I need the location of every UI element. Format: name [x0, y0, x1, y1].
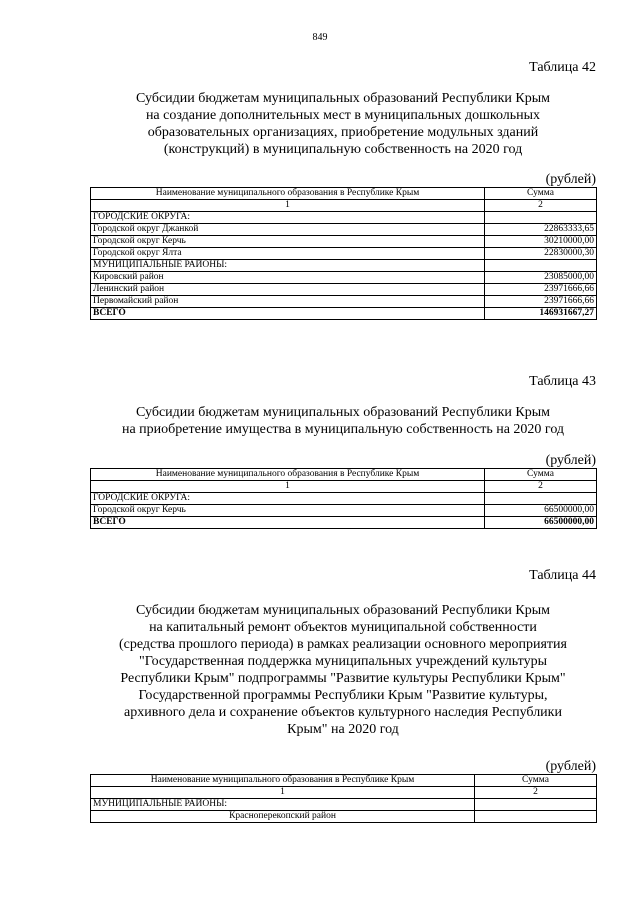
row-value: 22863333,65	[485, 224, 597, 236]
title-line: Субсидии бюджетам муниципальных образований Республики Крым	[136, 405, 550, 420]
header-row	[91, 188, 597, 200]
title-line: архивного дела и сохранение объектов культурного наследия Республики	[124, 705, 562, 720]
row-value: 22830000,30	[485, 248, 597, 260]
unit-label: (рублей)	[545, 453, 596, 468]
table-row	[91, 296, 597, 308]
row-name: Ленинский район	[91, 284, 485, 296]
row-name: Городской округ Ялта	[91, 248, 485, 260]
row-name: ВСЕГО	[91, 308, 485, 320]
table-42-title	[90, 90, 596, 158]
header-sum: Сумма	[485, 188, 597, 200]
header-sum: Сумма	[485, 469, 597, 481]
title-line: Субсидии бюджетам муниципальных образований Республики Крым	[136, 91, 550, 106]
title-line: Государственной программы Республики Крым "Развитие культуры,	[138, 688, 548, 703]
title-line: на капитальный ремонт объектов муниципальной собственности	[149, 620, 537, 635]
index-2: 2	[475, 787, 597, 799]
title-line: на приобретение имущества в муниципальную собственность на 2020 год	[121, 422, 565, 437]
table-44-title	[90, 602, 596, 738]
table-43-label: Таблица 43	[529, 374, 596, 389]
table-42-body	[91, 212, 597, 320]
row-name: Первомайский район	[91, 296, 485, 308]
row-value	[485, 493, 597, 505]
header-row	[91, 469, 597, 481]
table-44	[90, 774, 597, 823]
row-name: ГОРОДСКИЕ ОКРУГА:	[91, 212, 485, 224]
header-row	[91, 775, 597, 787]
row-value: 30210000,00	[485, 236, 597, 248]
row-value: 146931667,27	[485, 308, 597, 320]
index-1: 1	[91, 481, 485, 493]
row-name: Городской округ Джанкой	[91, 224, 485, 236]
table-44-label: Таблица 44	[529, 568, 596, 583]
header-sum: Сумма	[475, 775, 597, 787]
title-line: (средства прошлого периода) в рамках реализации основного мероприятия	[119, 637, 567, 652]
row-value	[485, 212, 597, 224]
table-row	[91, 236, 597, 248]
header-name: Наименование муниципального образования в Республике Крым	[91, 775, 475, 787]
title-line: (конструкций) в муниципальную собственность на 2020 год	[163, 142, 523, 157]
table-42-label: Таблица 42	[529, 60, 596, 75]
table-row	[91, 284, 597, 296]
row-value: 66500000,00	[485, 505, 597, 517]
title-line: Субсидии бюджетам муниципальных образований Республики Крым	[136, 603, 550, 618]
table-43-body	[91, 493, 597, 529]
index-1: 1	[91, 200, 485, 212]
table-42-section	[90, 60, 596, 320]
table-row	[91, 811, 597, 823]
row-value: 23971666,66	[485, 296, 597, 308]
group-row	[91, 212, 597, 224]
index-1: 1	[91, 787, 475, 799]
table-43	[90, 468, 597, 529]
row-value	[485, 260, 597, 272]
table-43-section	[90, 374, 596, 529]
table-row	[91, 505, 597, 517]
row-value	[475, 799, 597, 811]
table-44-section	[90, 568, 596, 823]
total-row	[91, 517, 597, 529]
index-row	[91, 200, 597, 212]
row-name: Кировский район	[91, 272, 485, 284]
table-42	[90, 187, 597, 320]
row-name: Городской округ Керчь	[91, 236, 485, 248]
index-row	[91, 787, 597, 799]
row-name: Городской округ Керчь	[91, 505, 485, 517]
title-line: образовательных организациях, приобретение модульных зданий	[147, 125, 539, 140]
table-row	[91, 224, 597, 236]
page-number: 849	[312, 32, 328, 43]
row-value: 66500000,00	[485, 517, 597, 529]
header-name: Наименование муниципального образования в Республике Крым	[91, 188, 485, 200]
table-row	[91, 272, 597, 284]
row-name: МУНИЦИПАЛЬНЫЕ РАЙОНЫ:	[91, 260, 485, 272]
table-44-body	[91, 799, 597, 823]
row-name: Красноперекопский район	[91, 811, 475, 823]
table-row	[91, 248, 597, 260]
row-name: ВСЕГО	[91, 517, 485, 529]
title-line: Крым" на 2020 год	[287, 722, 399, 737]
header-name: Наименование муниципального образования в Республике Крым	[91, 469, 485, 481]
unit-label: (рублей)	[545, 172, 596, 187]
row-value: 23971666,66	[485, 284, 597, 296]
group-row	[91, 260, 597, 272]
row-name: ГОРОДСКИЕ ОКРУГА:	[91, 493, 485, 505]
title-line: "Государственная поддержка муниципальных учреждений культуры	[139, 654, 547, 669]
table-43-title	[90, 404, 596, 438]
row-value	[475, 811, 597, 823]
unit-label: (рублей)	[545, 759, 596, 774]
group-row	[91, 493, 597, 505]
title-line: Республики Крым" подпрограммы "Развитие культуры Республики Крым"	[120, 671, 566, 686]
index-row	[91, 481, 597, 493]
total-row	[91, 308, 597, 320]
index-2: 2	[485, 200, 597, 212]
index-2: 2	[485, 481, 597, 493]
row-value: 23085000,00	[485, 272, 597, 284]
title-line: на создание дополнительных мест в муниципальных дошкольных	[145, 108, 541, 123]
group-row	[91, 799, 597, 811]
row-name: МУНИЦИПАЛЬНЫЕ РАЙОНЫ:	[91, 799, 475, 811]
